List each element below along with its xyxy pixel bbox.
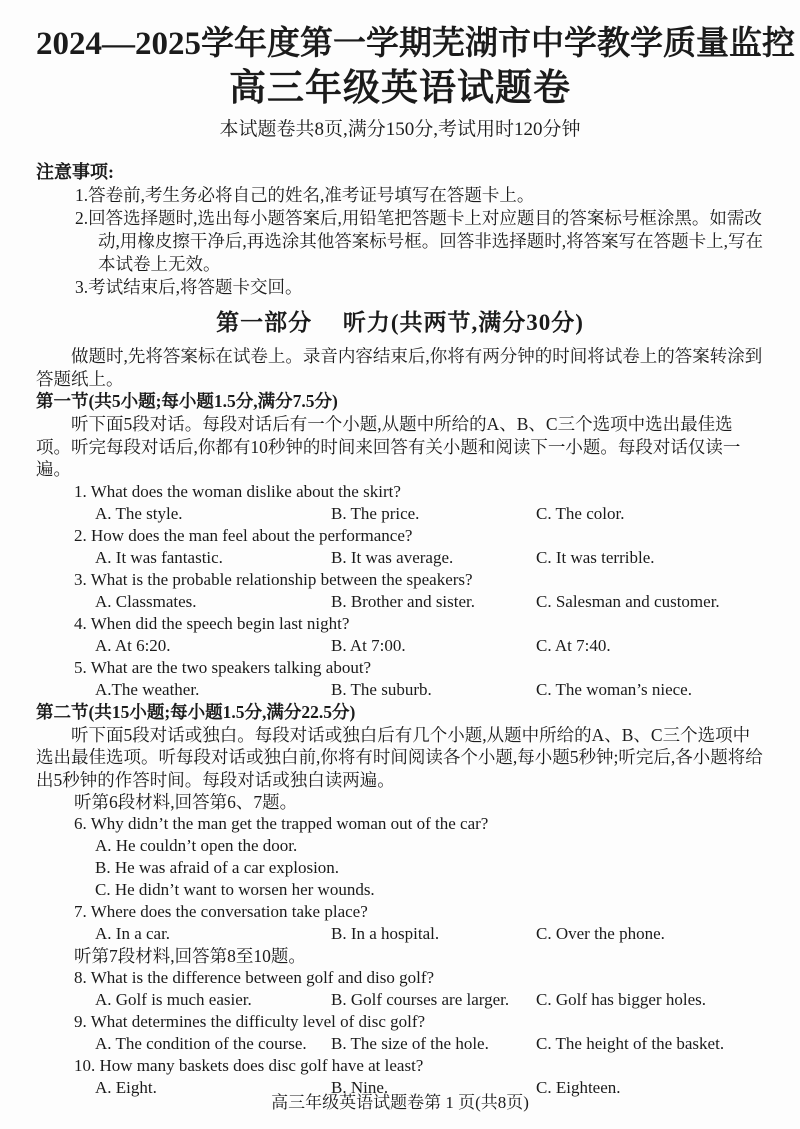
material-6-note: 听第6段材料,回答第6、7题。: [74, 792, 298, 813]
question-9: [36, 1011, 764, 1055]
option-c: C. He didn’t want to worsen her wounds.: [95, 880, 375, 900]
option-c: C. The height of the basket.: [536, 1034, 725, 1054]
question-6-text: 6. Why didn’t the man get the trapped woman out of the car?: [74, 814, 489, 834]
question-8-options: [36, 989, 764, 1011]
question-8: [36, 967, 764, 1011]
option-b: B. It was average.: [331, 547, 454, 567]
notice-heading: 注意事项:: [36, 162, 114, 183]
material-7-note: 听第7段材料,回答第8至10题。: [74, 946, 306, 967]
question-1-text: 1. What does the woman dislike about the skirt?: [74, 481, 401, 501]
paper-meta-line: 本试题卷共8页,满分150分,考试用时120分钟: [219, 118, 581, 140]
option-b: B. The size of the hole.: [331, 1034, 489, 1054]
option-b: B. In a hospital.: [331, 924, 440, 944]
notice-section: [36, 161, 764, 299]
option-a: A.The weather.: [95, 679, 200, 699]
question-8-text: 8. What is the difference between golf and diso golf?: [74, 968, 435, 988]
option-c: C. At 7:40.: [536, 635, 611, 655]
question-2-text: 2. How does the man feel about the performance?: [74, 525, 413, 545]
page-number-label: 高三年级英语试题卷第 1 页(共8页): [271, 1093, 529, 1112]
notice-item-1: 1.答卷前,考生务必将自己的姓名,准考证号填写在答题卡上。: [75, 185, 535, 206]
question-3: [36, 569, 764, 613]
option-c: C. Salesman and customer.: [536, 591, 720, 611]
option-a: A. In a car.: [95, 924, 171, 944]
question-9-options: [36, 1033, 764, 1055]
option-b: B. Golf courses are larger.: [331, 990, 510, 1010]
question-10-text: 10. How many baskets does disc golf have at least?: [74, 1056, 424, 1076]
section1-heading: 第一节(共5小题;每小题1.5分,满分7.5分): [36, 391, 338, 412]
notice-item-2: 2.回答选择题时,选出每小题答案后,用铅笔把答题卡上对应题目的答案标号框涂黑。如需改动,用橡皮擦干净后,再选涂其他答案标号框。回答非选择题时,将答案写在答题卡上,写在本试卷上无效。: [75, 208, 763, 275]
question-5: [36, 657, 764, 701]
question-4: [36, 613, 764, 657]
question-6-options: [36, 835, 764, 901]
option-c: C. Over the phone.: [536, 924, 665, 944]
section1-intro: 听下面5段对话。每段对话后有一个小题,从题中所给的A、B、C三个选项中选出最佳选项。听完每段对话后,你都有10秒钟的时间来回答有关小题和阅读下一小题。每段对话仅读一遍。: [36, 414, 741, 480]
page-footer: [0, 1088, 800, 1113]
question-2-options: [36, 547, 764, 569]
option-c: C. It was terrible.: [536, 547, 655, 567]
option-b: B. Brother and sister.: [331, 591, 476, 611]
option-a: A. Golf is much easier.: [95, 990, 252, 1010]
question-1-options: [36, 503, 764, 525]
option-b: B. The price.: [331, 503, 420, 523]
paper-header: [36, 24, 795, 141]
option-a: A. Classmates.: [95, 591, 197, 611]
option-a: A. He couldn’t open the door.: [95, 836, 298, 856]
option-c: C. Eighteen.: [536, 1078, 621, 1098]
question-7-options: [36, 923, 764, 945]
section2-heading: 第二节(共15小题;每小题1.5分,满分22.5分): [36, 701, 356, 722]
part1-intro: 做题时,先将答案标在试卷上。录音内容结束后,你将有两分钟的时间将试卷上的答案转涂到答题纸上。: [36, 346, 763, 389]
option-b: B. At 7:00.: [331, 635, 406, 655]
section2-intro: 听下面5段对话或独白。每段对话或独白后有几个小题,从题中所给的A、B、C三个选项中选出最佳选项。听每段对话或独白前,你将有时间阅读各个小题,每小题5秒钟;听完后,各小题将给出5秒钟的作答时间。每段对话或独白读两遍。: [36, 724, 763, 790]
question-4-text: 4. When did the speech begin last night?: [74, 613, 350, 633]
option-b: B. The suburb.: [331, 679, 432, 699]
notice-item-3: 3.考试结束后,将答题卡交回。: [75, 277, 303, 298]
option-a: A. It was fantastic.: [95, 547, 223, 567]
question-5-options: [36, 679, 764, 701]
option-b: B. Nine.: [331, 1078, 389, 1098]
option-a: A. The condition of the course.: [95, 1034, 307, 1054]
option-c: C. The color.: [536, 503, 625, 523]
paper-title-line1: 2024—2025学年度第一学期芜湖市中学教学质量监控: [36, 26, 795, 62]
question-3-text: 3. What is the probable relationship between the speakers?: [74, 569, 473, 589]
question-7-text: 7. Where does the conversation take place?: [74, 902, 368, 922]
option-a: A. The style.: [95, 503, 183, 523]
option-a: A. At 6:20.: [95, 635, 171, 655]
question-7: [36, 901, 764, 945]
part1-heading: 第一部分 听力(共两节,满分30分): [216, 310, 584, 336]
question-9-text: 9. What determines the difficulty level of disc golf?: [74, 1012, 426, 1032]
question-2: [36, 525, 764, 569]
question-4-options: [36, 635, 764, 657]
option-c: C. Golf has bigger holes.: [536, 990, 706, 1010]
option-c: C. The woman’s niece.: [536, 679, 692, 699]
option-a: A. Eight.: [95, 1078, 157, 1098]
question-6: [36, 813, 764, 901]
option-b: B. He was afraid of a car explosion.: [95, 858, 340, 878]
question-5-text: 5. What are the two speakers talking about?: [74, 657, 372, 677]
question-1: [36, 481, 764, 525]
question-3-options: [36, 591, 764, 613]
paper-title-line2: 高三年级英语试题卷: [229, 68, 571, 110]
